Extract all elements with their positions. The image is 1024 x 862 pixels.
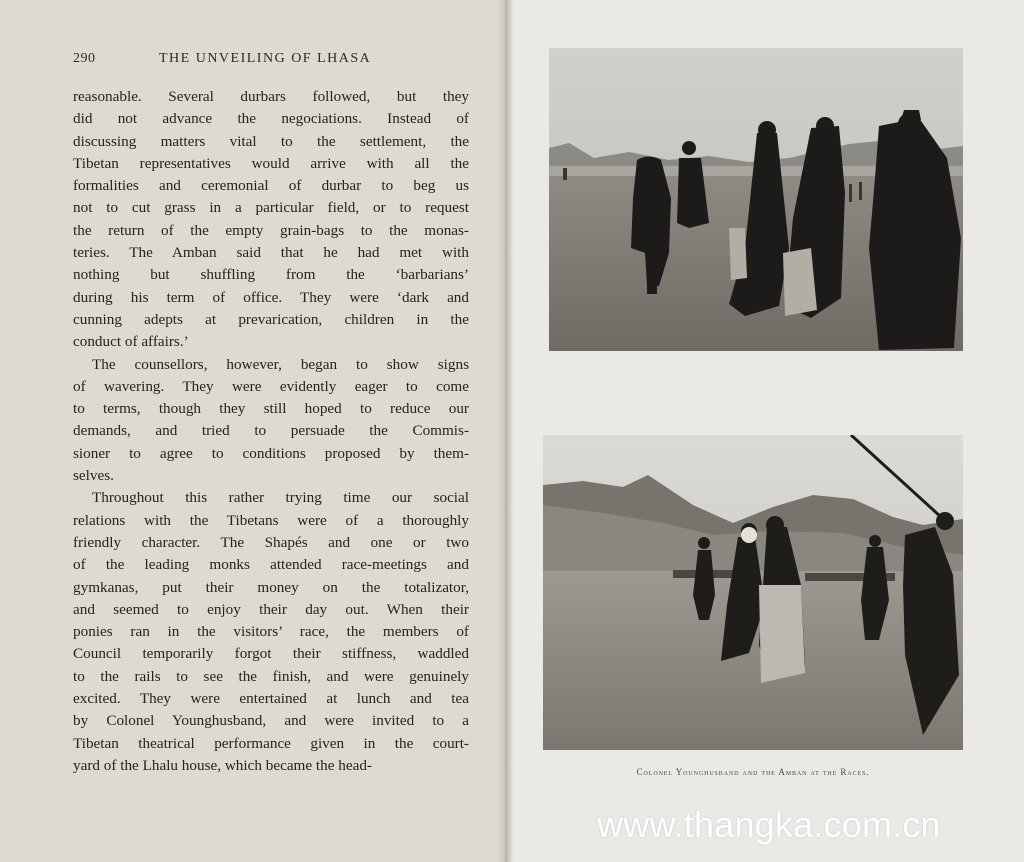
text-line: Council temporarily forgot their stiffness, waddled (73, 645, 469, 663)
page-number: 290 (73, 51, 96, 66)
text-line: of the leading monks attended race-meetings and (73, 556, 469, 574)
text-line: did not advance the negociations. Instead of (73, 110, 469, 128)
text-line: conduct of affairs.’ (73, 333, 189, 351)
text-line: Tibetan theatrical performance given in the court- (73, 734, 469, 752)
text-line: ponies ran in the visitors’ race, the members of (73, 623, 469, 641)
text-line: The counsellors, however, began to show signs (92, 355, 469, 373)
photo-officials-greeting-image (549, 48, 963, 351)
text-line: excited. They were entertained at lunch and tea (73, 690, 469, 708)
text-line: selves. (73, 467, 114, 485)
text-line: Throughout this rather trying time our social (92, 489, 469, 507)
text-line: friendly character. The Shapés and one or two (73, 533, 469, 551)
paragraph (73, 354, 469, 488)
photo-caption: Colonel Younghusband and the Amban at the Races. (636, 767, 870, 777)
text-line: and seemed to enjoy their day out. When their (73, 600, 469, 618)
text-line: gymkanas, put their money on the totalizator, (73, 578, 469, 596)
text-line: discussing matters vital to the settlement, the (73, 132, 469, 150)
text-line: of wavering. They were evidently eager to come (73, 377, 469, 395)
paragraph (73, 487, 469, 777)
text-line: sioner to agree to conditions proposed by them- (73, 444, 469, 462)
text-line: during his term of office. They were ‘dark and (73, 288, 469, 306)
text-line: reasonable. Several durbars followed, but they (73, 88, 469, 105)
text-line: by Colonel Younghusband, and were invited to a (73, 712, 469, 730)
book-gutter (497, 0, 513, 862)
text-line: Tibetan representatives would arrive with all the (73, 154, 469, 172)
body-text (73, 86, 469, 777)
text-line: not to cut grass in a particular field, or to request (73, 199, 469, 217)
text-line: to the rails to see the finish, and were genuinely (73, 667, 469, 685)
text-line: teries. The Amban said that he had met with (73, 244, 469, 262)
text-line: formalities and ceremonial of durbar to beg us (73, 177, 469, 195)
photo-younghusband-amban-races-image (543, 435, 963, 750)
text-line: cunning adepts at prevarication, children in the (73, 310, 469, 328)
text-line: the return of the empty grain-bags to the monas- (73, 221, 469, 239)
running-head (73, 51, 473, 71)
paragraph (73, 86, 469, 354)
text-line: relations with the Tibetans were of a thoroughly (73, 511, 469, 529)
running-title: THE UNVEILING OF LHASA (159, 51, 372, 66)
photo-officials-greeting (549, 48, 963, 351)
text-line: yard of the Lhalu house, which became the head- (73, 756, 372, 774)
watermark-text: www.thangka.com.cn (597, 804, 941, 845)
text-line: demands, and tried to persuade the Commis- (73, 422, 469, 440)
text-line: to terms, though they still hoped to reduce our (73, 400, 469, 418)
photo-younghusband-amban-races (543, 435, 963, 750)
text-line: nothing but shuffling from the ‘barbarians’ (73, 266, 469, 284)
